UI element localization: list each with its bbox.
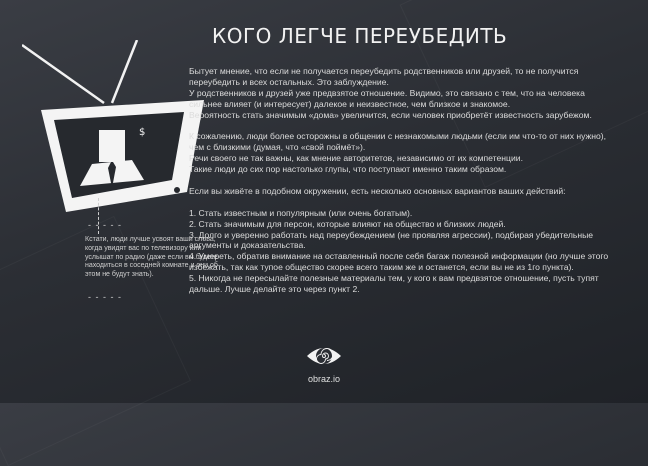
spacer <box>189 121 619 132</box>
paragraph: Если вы живёте в подобном окружении, есть несколько основных вариантов ваших действий: <box>189 185 566 196</box>
eye-logo-icon <box>306 344 342 368</box>
paragraph: Речи своего не так важны, как мнение авторитетов, независимо от их компетенции. <box>189 153 523 164</box>
paragraph: К сожалению, люди более осторожны в общении с незнакомыми людьми (если им что-то от них нужно), чем с близкими (думая, что «свой поймёт»). <box>189 131 607 153</box>
list-item: 3. Долго и уверенно работать над переубеждением (не проявляя агрессии), подбирая убедительные аргументы и доказательства. <box>189 229 594 251</box>
list-item: 1. Стать известным и популярным (или очень богатым). <box>189 207 413 218</box>
tv-illustration <box>22 40 212 240</box>
spacer <box>189 197 619 208</box>
tv-antenna-left <box>22 45 104 103</box>
tv-antenna-right <box>112 40 137 103</box>
paragraph: У родственников и друзей уже предвзятое отношение. Видимо, это связано с тем, что на человека сильнее влияет (и интересует) далекое и неизвестное, чем близкое и знакомое. <box>189 87 585 109</box>
page-title: КОГО ЛЕГЧЕ ПЕРЕУБЕДИТЬ <box>212 24 508 48</box>
tv-knob-icon <box>174 187 180 193</box>
divider-top: - - - - - <box>88 220 122 230</box>
paragraph: Такие люди до сих пор настолько глупы, что поступают именно таким образом. <box>189 164 507 175</box>
side-note: Кстати, люди лучше усвоят ваши слова, когда увидят вас по телевизору или услышат по радио (даже если вы будете находиться в соседней комнате и они об этом не будут знать). <box>85 236 218 279</box>
list-item: 4. Умереть, обратив внимание на оставленный после себя багаж полезной информации (но лучше этого избежать, так как тупое общество скорее всего таким же и останется, если вы не из 1го пункта). <box>189 251 609 273</box>
list-item: 5. Никогда не пересылайте полезные материалы тем, у кого к вам предвзятое отношение, пусть тупят дальше. Лучше делайте это через пункт 2. <box>189 273 599 295</box>
list-item: 2. Стать значимым для персон, которые влияют на общество и близких людей. <box>189 218 506 229</box>
logo[interactable] <box>298 344 350 384</box>
spacer <box>189 175 619 186</box>
main-text <box>189 66 619 295</box>
tv-mark: $ <box>139 127 146 138</box>
divider-bottom: - - - - - <box>88 292 122 302</box>
paragraph: Бытует мнение, что если не получается переубедить родственников или друзей, то не получится переубедить и всех остальных. Это заблуждение. <box>189 66 579 87</box>
logo-text: obraz.io <box>307 374 341 384</box>
paragraph: Вероятность стать значимым «дома» увеличится, если человек приобретёт известность зарубежом. <box>189 109 592 120</box>
